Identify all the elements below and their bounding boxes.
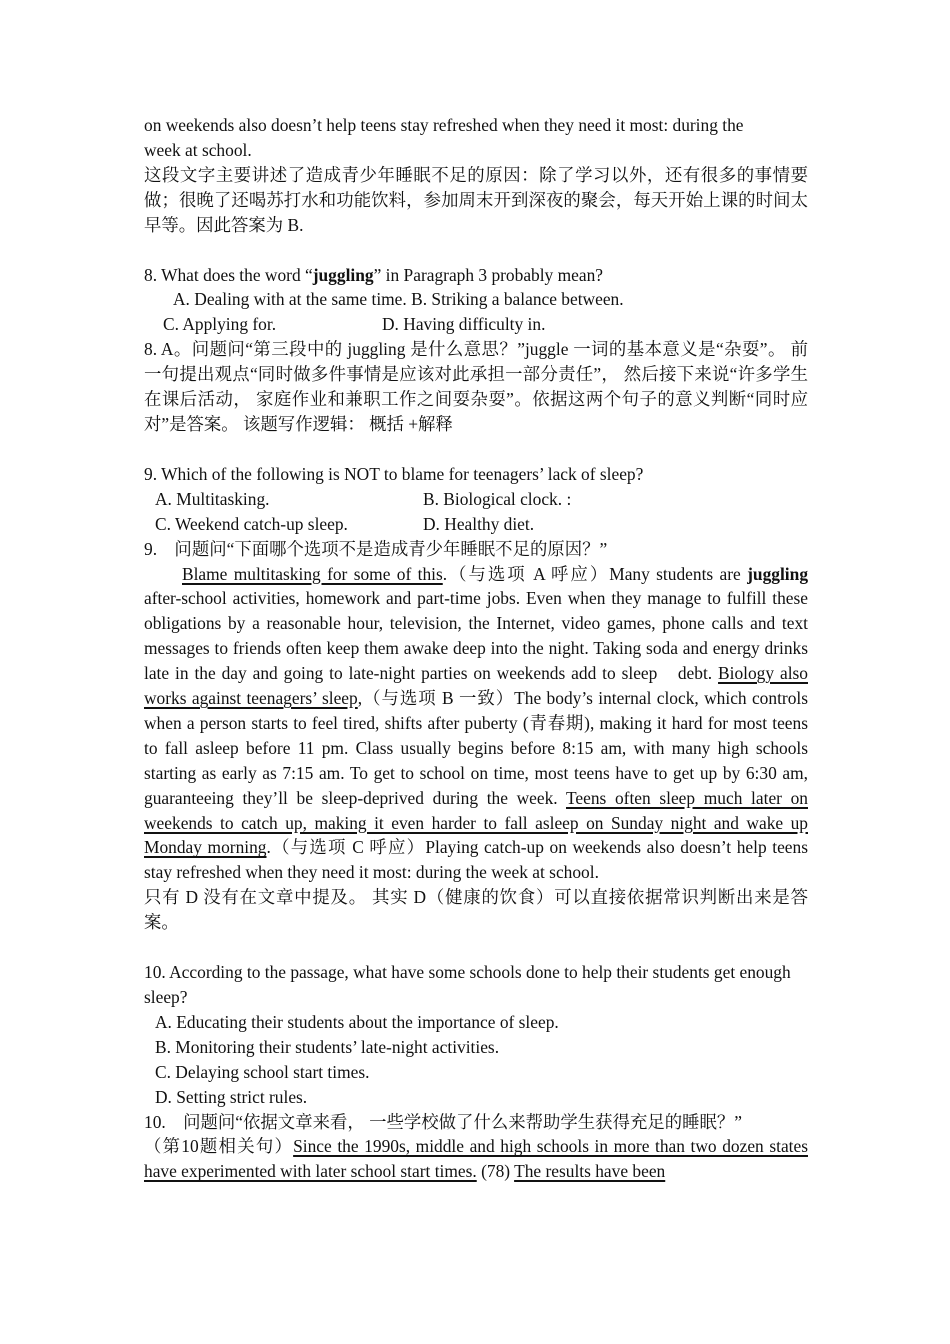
q8-answer: 8. A。问题问“第三段中的 juggling 是什么意思？”juggle 一词的基本意义是“杂耍”。 前一句提出观点“同时做多件事情是应该对此承担一部分责任”， 然后接下来说“许多学生在课后活动， 家庭作业和兼职工作之间耍杂耍”。依据这两个句子的意义判断“同时应对”是答案。 该题写作逻辑： 概括 +解释 [144,339,808,434]
q8-stem: 8. What does the word “juggling” in Paragraph 3 probably mean? [144,264,603,285]
underlined-sentence: Since the 1990s, middle and high schools in more than two dozen states have experimented with later school start times. [144,1136,808,1182]
q9-stem: 9. Which of the following is NOT to blame for teenagers’ lack of sleep? [144,463,644,484]
intro-en-line: on weekends also doesn’t help teens stay refreshed when they need it most: during the [144,115,744,135]
q9-options-ab [144,487,808,512]
q8-option-c: C. Applying for. [163,314,277,335]
q9-option-b: B. Biological clock. : [423,488,572,509]
underlined-sentence: Blame multitasking for some of this [182,563,443,584]
q10-option-c: C. Delaying school start times. [155,1061,370,1082]
q10-option-a: A. Educating their students about the importance of sleep. [155,1011,559,1032]
q8-option-b: B. Striking a balance between. [411,289,624,310]
q9-option-a: A. Multitasking. [155,488,270,509]
q10-related-sentence: （第10题相关句）Since the 1990s, middle and high schools in more than two dozen states have experimented with later school start times. (78) The results have been [144,1136,808,1182]
document-page [144,113,808,1184]
q10-answer-head: 10. 问题问“依据文章来看， 一些学校做了什么来帮助学生获得充足的睡眠？” [144,1111,743,1132]
q8-options-cd [144,312,808,337]
underlined-sentence: The results have been [514,1161,666,1182]
q9-options-cd [144,512,808,537]
q10-option-d: D. Setting strict rules. [155,1086,308,1107]
spacer [144,437,808,462]
q8-options-ab [144,287,808,312]
q9-conclusion: 只有 D 没有在文章中提及。 其实 D（健康的饮食）可以直接依据常识判断出来是答案。 [144,887,808,933]
q9-answer-head: 9. 问题问“下面哪个选项不是造成青少年睡眠不足的原因？” [144,538,608,559]
q8-option-d: D. Having difficulty in. [382,314,546,335]
q8-keyword: juggling [312,264,374,285]
q10-stem: 10. According to the passage, what have some schools done to help their students get enough sleep? [144,962,791,1007]
q9-passage: Blame multitasking for some of this.（与选项 A 呼应）Many students are juggling after-school activities, homework and part-time jobs. Even when they manage to fulfill these obligations by a reasonable hour, television, the Internet, video games, phone calls and text messages to friends often keep them awake deep into the night. Taking soda and energy drinks late in the day and going to late-night parties on weekends add to sleep debt. Biology also works against teenagers’ sleep,（与选项 B 一致）The body’s internal clock, which controls when a person starts to feel tired, shifts after puberty (青春期), making it hard for most teens to fall asleep before 11 pm. Class usually begins before 8:15 am, with many high schools starting as early as 7:15 am. To get to school on time, most teens have to get up by 6:30 am, guaranteeing they’ll be sleep-deprived during the week. Teens often sleep much later on weekends to catch up, making it even harder to fall asleep on Sunday night and wake up Monday morning.（与选项 C 呼应）Playing catch-up on weekends also doesn’t help teens stay refreshed when they need it most: during the week at school. [144,563,809,883]
spacer [144,238,808,263]
q9-option-c: C. Weekend catch-up sleep. [155,513,348,534]
keyword-juggling: juggling [747,563,809,584]
q10-option-b: B. Monitoring their students’ late-night activities. [155,1036,500,1057]
spacer [144,935,808,960]
underlined-sentence: Biology also works against teenagers’ sleep [144,663,808,709]
intro-explanation: 这段文字主要讲述了造成青少年睡眠不足的原因：除了学习以外，还有很多的事情要做；很晚了还喝苏打水和功能饮料，参加周末开到深夜的聚会，每天开始上课的时间太早等。因此答案为 B. [144,164,808,235]
q9-option-d: D. Healthy diet. [423,513,535,534]
q8-option-a: A. Dealing with at the same time. [173,289,407,310]
underlined-sentence: Teens often sleep much later on weekends to catch up, making it even harder to fall asleep on Sunday night and wake up Monday morning [144,787,808,858]
intro-en-line: week at school. [144,139,252,160]
